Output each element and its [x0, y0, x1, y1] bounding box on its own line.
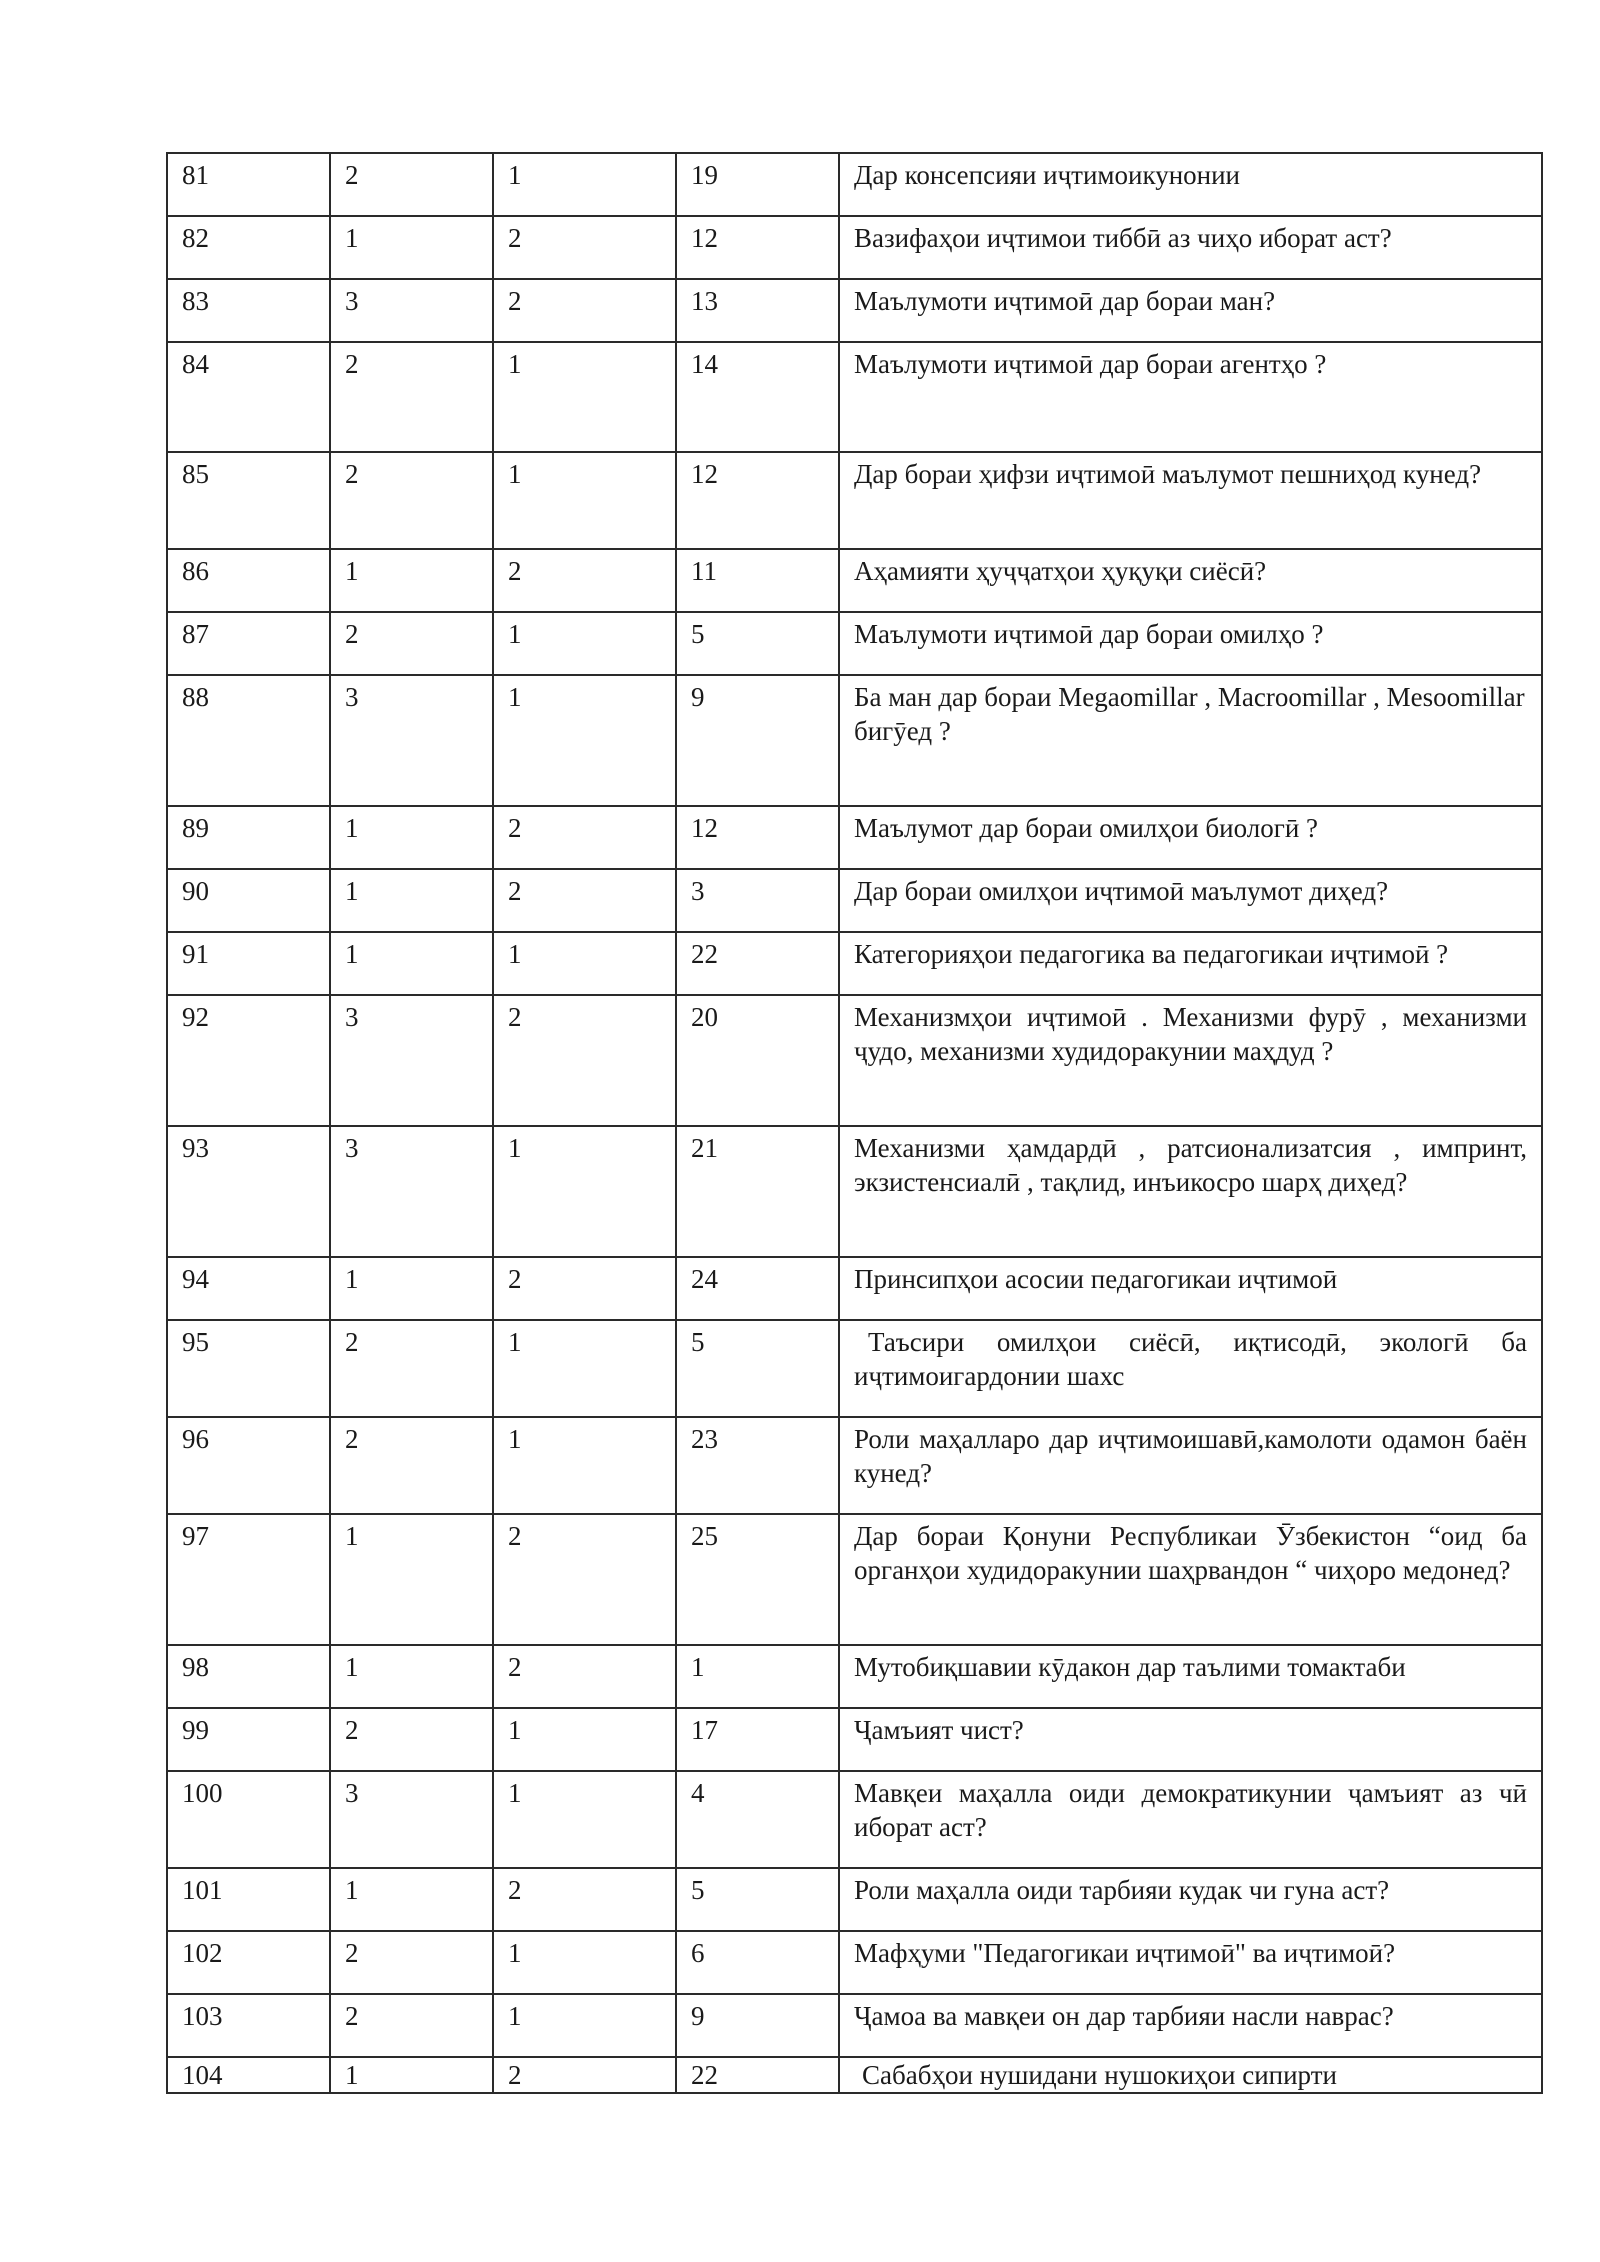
question-text: Сабабҳои нушидани нушокиҳои сипирти — [839, 2057, 1542, 2093]
question-text: Ҷамоа ва мавқеи он дар тарбияи насли наврас? — [839, 1994, 1542, 2057]
row-number: 84 — [167, 342, 330, 452]
cell-col-3: 1 — [493, 153, 676, 216]
table-row — [167, 1126, 1542, 1257]
table-row — [167, 995, 1542, 1126]
question-text: Мавқеи маҳалла оиди демократикунии ҷамъият аз чӣ иборат аст? — [839, 1771, 1542, 1868]
cell-col-3: 2 — [493, 2057, 676, 2093]
cell-col-3: 1 — [493, 342, 676, 452]
cell-col-2: 3 — [330, 675, 493, 806]
table-row — [167, 1514, 1542, 1645]
question-text: Роли маҳалларо дар иҷтимоишавӣ,камолоти одамон баён кунед? — [839, 1417, 1542, 1514]
question-text: Роли маҳалла оиди тарбияи кудак чи гуна аст? — [839, 1868, 1542, 1931]
row-number: 100 — [167, 1771, 330, 1868]
cell-col-2: 1 — [330, 216, 493, 279]
cell-col-4: 13 — [676, 279, 839, 342]
table-row — [167, 869, 1542, 932]
cell-col-4: 22 — [676, 2057, 839, 2093]
table-row — [167, 1931, 1542, 1994]
cell-col-3: 1 — [493, 1994, 676, 2057]
table-row — [167, 806, 1542, 869]
cell-col-3: 1 — [493, 1417, 676, 1514]
table-row — [167, 1868, 1542, 1931]
question-text: Аҳамияти ҳуҷҷатҳои ҳуқуқи сиёсӣ? — [839, 549, 1542, 612]
row-number: 93 — [167, 1126, 330, 1257]
cell-col-2: 1 — [330, 1514, 493, 1645]
table-row — [167, 1320, 1542, 1417]
table-row — [167, 279, 1542, 342]
cell-col-2: 3 — [330, 1771, 493, 1868]
table-row — [167, 342, 1542, 452]
row-number: 89 — [167, 806, 330, 869]
cell-col-4: 5 — [676, 1868, 839, 1931]
table-row — [167, 1645, 1542, 1708]
row-number: 104 — [167, 2057, 330, 2093]
row-number: 94 — [167, 1257, 330, 1320]
cell-col-2: 2 — [330, 342, 493, 452]
cell-col-3: 1 — [493, 1126, 676, 1257]
table-row — [167, 612, 1542, 675]
cell-col-2: 2 — [330, 1320, 493, 1417]
cell-col-2: 2 — [330, 452, 493, 549]
cell-col-2: 2 — [330, 1417, 493, 1514]
question-text: Дар бораи ҳифзи иҷтимоӣ маълумот пешниҳод кунед? — [839, 452, 1542, 549]
questions-table — [166, 152, 1543, 2094]
cell-col-4: 4 — [676, 1771, 839, 1868]
cell-col-4: 12 — [676, 452, 839, 549]
question-text: Механизми ҳамдардӣ , ратсионализатсия , импринт, экзистенсиалӣ , тақлид, инъикосро шарҳ диҳед? — [839, 1126, 1542, 1257]
cell-col-2: 1 — [330, 806, 493, 869]
row-number: 90 — [167, 869, 330, 932]
cell-col-4: 6 — [676, 1931, 839, 1994]
cell-col-3: 1 — [493, 612, 676, 675]
table-row — [167, 216, 1542, 279]
row-number: 86 — [167, 549, 330, 612]
question-text: Маълумоти иҷтимоӣ дар бораи агентҳо ? — [839, 342, 1542, 452]
question-text: Мафҳуми "Педагогикаи иҷтимоӣ" ва иҷтимоӣ? — [839, 1931, 1542, 1994]
cell-col-3: 2 — [493, 279, 676, 342]
question-text: Ҷамъият чист? — [839, 1708, 1542, 1771]
table-row — [167, 1771, 1542, 1868]
question-text: Дар консепсияи иҷтимоикунонии — [839, 153, 1542, 216]
row-number: 95 — [167, 1320, 330, 1417]
question-text: Маълумоти иҷтимоӣ дар бораи омилҳо ? — [839, 612, 1542, 675]
row-number: 101 — [167, 1868, 330, 1931]
cell-col-4: 20 — [676, 995, 839, 1126]
row-number: 91 — [167, 932, 330, 995]
cell-col-4: 9 — [676, 675, 839, 806]
table-row — [167, 549, 1542, 612]
cell-col-4: 14 — [676, 342, 839, 452]
cell-col-3: 2 — [493, 1514, 676, 1645]
cell-col-3: 1 — [493, 1320, 676, 1417]
table-row — [167, 1417, 1542, 1514]
cell-col-4: 24 — [676, 1257, 839, 1320]
row-number: 98 — [167, 1645, 330, 1708]
cell-col-3: 2 — [493, 806, 676, 869]
cell-col-2: 2 — [330, 1931, 493, 1994]
cell-col-4: 21 — [676, 1126, 839, 1257]
question-text: Принсипҳои асосии педагогикаи иҷтимоӣ — [839, 1257, 1542, 1320]
row-number: 88 — [167, 675, 330, 806]
cell-col-3: 2 — [493, 995, 676, 1126]
cell-col-2: 1 — [330, 1645, 493, 1708]
row-number: 83 — [167, 279, 330, 342]
cell-col-2: 2 — [330, 1708, 493, 1771]
table-row — [167, 1708, 1542, 1771]
table-row — [167, 452, 1542, 549]
question-text: Дар бораи Қонуни Республикаи Ӯзбекистон “оид ба органҳои худидоракунии шаҳрвандон “ чиҳоро медонед? — [839, 1514, 1542, 1645]
cell-col-4: 1 — [676, 1645, 839, 1708]
question-text: Таъсири омилҳои сиёсӣ, иқтисодӣ, экологӣ ба иҷтимоигардонии шахс — [839, 1320, 1542, 1417]
cell-col-2: 3 — [330, 1126, 493, 1257]
cell-col-3: 2 — [493, 869, 676, 932]
cell-col-2: 1 — [330, 869, 493, 932]
row-number: 96 — [167, 1417, 330, 1514]
cell-col-3: 2 — [493, 1645, 676, 1708]
row-number: 87 — [167, 612, 330, 675]
cell-col-4: 5 — [676, 1320, 839, 1417]
row-number: 81 — [167, 153, 330, 216]
row-number: 85 — [167, 452, 330, 549]
cell-col-2: 3 — [330, 279, 493, 342]
row-number: 92 — [167, 995, 330, 1126]
question-text: Маълумот дар бораи омилҳои биологӣ ? — [839, 806, 1542, 869]
cell-col-2: 1 — [330, 2057, 493, 2093]
cell-col-2: 1 — [330, 549, 493, 612]
cell-col-2: 2 — [330, 612, 493, 675]
cell-col-2: 1 — [330, 932, 493, 995]
question-text: Маълумоти иҷтимоӣ дар бораи ман? — [839, 279, 1542, 342]
cell-col-2: 1 — [330, 1257, 493, 1320]
row-number: 103 — [167, 1994, 330, 2057]
row-number: 102 — [167, 1931, 330, 1994]
cell-col-3: 1 — [493, 1708, 676, 1771]
table-row — [167, 2057, 1542, 2093]
cell-col-4: 12 — [676, 216, 839, 279]
table-row — [167, 932, 1542, 995]
cell-col-3: 1 — [493, 675, 676, 806]
question-text: Механизмҳои иҷтимоӣ . Механизми фурӯ , механизми ҷудо, механизми худидоракунии маҳдуд ? — [839, 995, 1542, 1126]
cell-col-4: 9 — [676, 1994, 839, 2057]
table-row — [167, 675, 1542, 806]
table-row — [167, 153, 1542, 216]
cell-col-4: 12 — [676, 806, 839, 869]
cell-col-2: 2 — [330, 1994, 493, 2057]
cell-col-3: 1 — [493, 1931, 676, 1994]
cell-col-4: 3 — [676, 869, 839, 932]
cell-col-4: 5 — [676, 612, 839, 675]
cell-col-2: 1 — [330, 1868, 493, 1931]
cell-col-3: 1 — [493, 932, 676, 995]
table-row — [167, 1257, 1542, 1320]
cell-col-3: 2 — [493, 216, 676, 279]
question-text: Дар бораи омилҳои иҷтимоӣ маълумот диҳед? — [839, 869, 1542, 932]
cell-col-3: 2 — [493, 1257, 676, 1320]
cell-col-2: 3 — [330, 995, 493, 1126]
row-number: 82 — [167, 216, 330, 279]
row-number: 99 — [167, 1708, 330, 1771]
cell-col-4: 17 — [676, 1708, 839, 1771]
cell-col-3: 2 — [493, 1868, 676, 1931]
cell-col-2: 2 — [330, 153, 493, 216]
cell-col-4: 19 — [676, 153, 839, 216]
row-number: 97 — [167, 1514, 330, 1645]
table-row — [167, 1994, 1542, 2057]
cell-col-4: 23 — [676, 1417, 839, 1514]
question-text: Мутобиқшавии кӯдакон дар таълими томактаби — [839, 1645, 1542, 1708]
cell-col-3: 1 — [493, 1771, 676, 1868]
cell-col-4: 11 — [676, 549, 839, 612]
cell-col-3: 1 — [493, 452, 676, 549]
question-text: Вазифаҳои иҷтимои тиббӣ аз чиҳо иборат аст? — [839, 216, 1542, 279]
cell-col-4: 22 — [676, 932, 839, 995]
cell-col-4: 25 — [676, 1514, 839, 1645]
question-text: Ба ман дар бораи Megaomillar , Macroomillar , Mesoomillar бигӯед ? — [839, 675, 1542, 806]
question-text: Категорияҳои педагогика ва педагогикаи иҷтимоӣ ? — [839, 932, 1542, 995]
cell-col-3: 2 — [493, 549, 676, 612]
